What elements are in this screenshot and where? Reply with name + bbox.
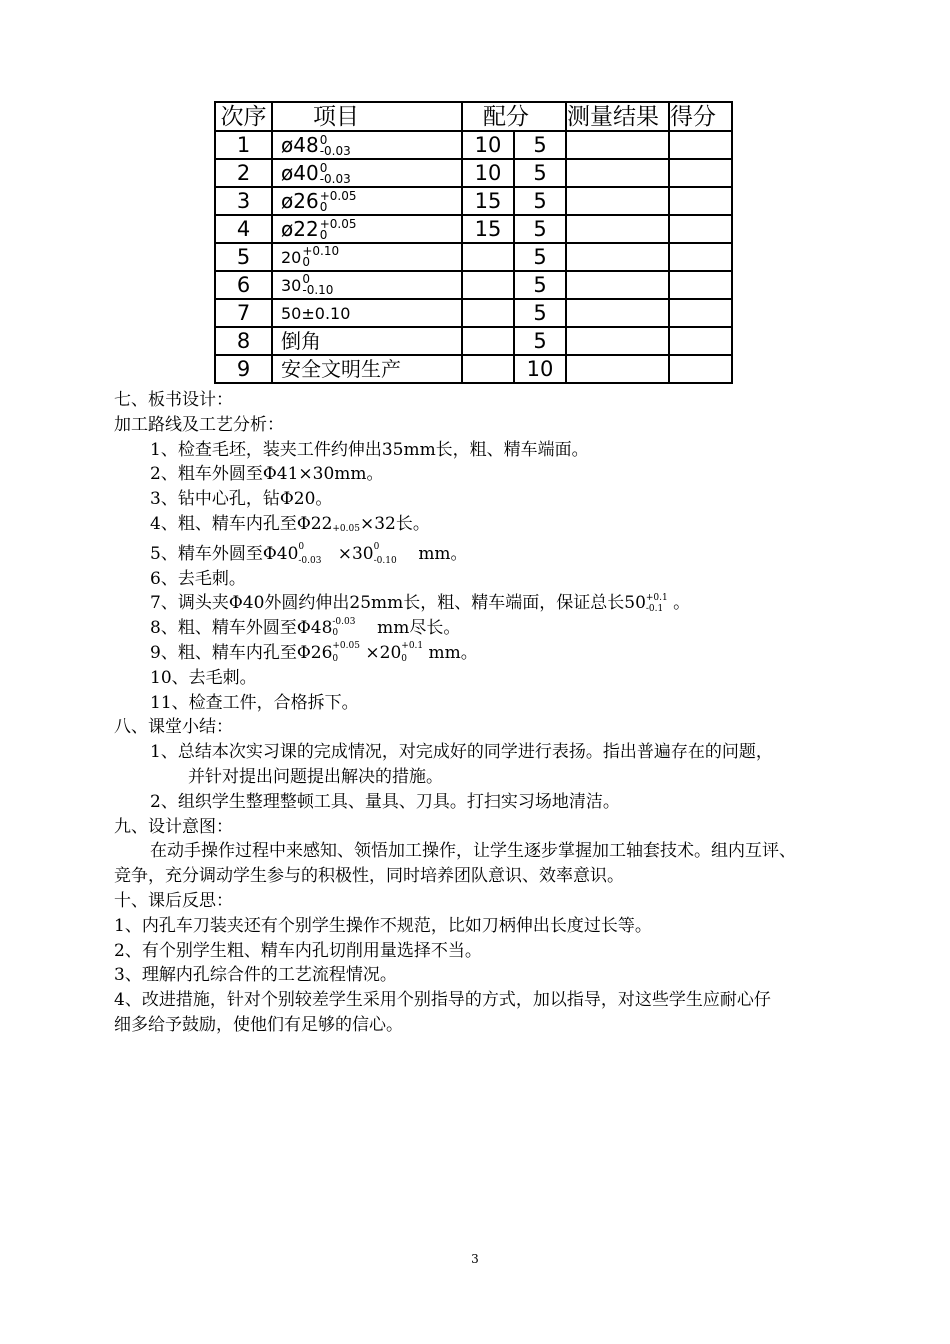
step-5 bbox=[114, 542, 874, 567]
header-points bbox=[462, 102, 566, 131]
table-row bbox=[215, 243, 732, 271]
cell-item bbox=[272, 215, 462, 243]
section-7-title: 七、板书设计： bbox=[114, 390, 233, 410]
cell-no: 2 bbox=[215, 159, 272, 187]
step-9-text: 9、粗、精车内孔至Φ26 bbox=[150, 642, 333, 663]
cell-no: 3 bbox=[215, 187, 272, 215]
header-points-label: 配分 bbox=[483, 103, 529, 130]
cell-score bbox=[669, 159, 732, 187]
section-8-item-1: 1、总结本次实习课的完成情况，对完成好的同学进行表扬。指出普遍存在的问题， bbox=[150, 742, 773, 763]
tol-up: +0.1 bbox=[401, 641, 424, 652]
section-8-item-2: 2、组织学生整理整顿工具、量具、刀具。打扫实习场地清洁。 bbox=[150, 791, 620, 812]
tolerance bbox=[302, 246, 339, 268]
cell-points-b: 5 bbox=[514, 243, 566, 271]
step-9 bbox=[114, 641, 874, 666]
section-10-item-4: 4、改进措施，针对个别较差学生采用个别指导的方式，加以指导，对这些学生应耐心仔 bbox=[114, 990, 771, 1011]
step-9-tol-1 bbox=[332, 642, 360, 664]
cell-points-b: 5 bbox=[514, 327, 566, 355]
cell-result bbox=[566, 327, 669, 355]
cell-points-b: 5 bbox=[514, 271, 566, 299]
tolerance-lower: -0.03 bbox=[319, 144, 351, 158]
step-2: 2、粗车外圆至Φ41×30mm。 bbox=[150, 464, 384, 485]
tol-up: +0.05 bbox=[332, 641, 360, 652]
tolerance-upper: 0 bbox=[302, 272, 310, 286]
cell-no: 1 bbox=[215, 131, 272, 159]
table-row bbox=[215, 159, 732, 187]
cell-points-a bbox=[462, 355, 514, 383]
cell-item bbox=[272, 355, 462, 383]
cell-points-b: 5 bbox=[514, 299, 566, 327]
item-value: 20 bbox=[281, 248, 302, 267]
cell-points-a: 15 bbox=[462, 215, 514, 243]
cell-result bbox=[566, 131, 669, 159]
cell-item bbox=[272, 187, 462, 215]
section-10-item-3: 3、理解内孔综合件的工艺流程情况。 bbox=[114, 965, 397, 986]
section-9-para: 在动手操作过程中来感知、领悟加工操作，让学生逐步掌握加工轴套技术。组内互评、 bbox=[150, 841, 796, 862]
cell-no: 5 bbox=[215, 243, 272, 271]
cell-score bbox=[669, 327, 732, 355]
cell-no: 9 bbox=[215, 355, 272, 383]
cell-score bbox=[669, 271, 732, 299]
step-8 bbox=[114, 616, 874, 641]
scoring-table bbox=[214, 101, 733, 384]
section-9-para-cont: 竞争，充分调动学生参与的积极性，同时培养团队意识、效率意识。 bbox=[114, 866, 624, 887]
item-value: ø26 bbox=[281, 189, 319, 213]
tolerance-upper: +0.10 bbox=[302, 244, 340, 258]
header-result: 测量结果 bbox=[566, 102, 669, 131]
table-header-row bbox=[215, 102, 732, 131]
tol-up: +0.1 bbox=[645, 592, 668, 603]
cell-result bbox=[566, 271, 669, 299]
step-5-text-c: mm。 bbox=[418, 543, 468, 564]
table-row bbox=[215, 355, 732, 383]
tolerance bbox=[320, 219, 357, 241]
step-4-tol: +0.05 bbox=[332, 523, 360, 534]
step-3: 3、钻中心孔，钻Φ20。 bbox=[150, 489, 333, 510]
cell-points-b: 5 bbox=[514, 187, 566, 215]
tol-low: -0.03 bbox=[332, 616, 356, 627]
cell-score bbox=[669, 299, 732, 327]
section-10-item-2: 2、有个别学生粗、精车内孔切削用量选择不当。 bbox=[114, 940, 482, 961]
section-10-item-1: 1、内孔车刀装夹还有个别学生操作不规范，比如刀柄伸出长度过长等。 bbox=[114, 915, 652, 936]
tol-low: -0.10 bbox=[373, 555, 397, 566]
cell-no: 8 bbox=[215, 327, 272, 355]
cell-result bbox=[566, 355, 669, 383]
section-10-title: 十、课后反思： bbox=[114, 890, 233, 911]
cell-points-a: 15 bbox=[462, 187, 514, 215]
header-item bbox=[272, 102, 462, 131]
step-5-text: 5、精车外圆至Φ40 bbox=[150, 543, 299, 564]
step-11: 11、检查工件，合格拆下。 bbox=[150, 692, 359, 713]
cell-points-a bbox=[462, 299, 514, 327]
cell-score bbox=[669, 243, 732, 271]
tol-low: -0.1 bbox=[645, 603, 664, 614]
item-value: 30 bbox=[281, 276, 302, 295]
item-value: ø48 bbox=[281, 133, 319, 157]
step-6: 6、去毛刺。 bbox=[150, 568, 246, 589]
tolerance bbox=[320, 191, 357, 213]
tol-low: -0.03 bbox=[298, 555, 322, 566]
table-row bbox=[215, 131, 732, 159]
cell-score bbox=[669, 187, 732, 215]
cell-score bbox=[669, 215, 732, 243]
step-7 bbox=[114, 591, 874, 616]
lesson-text bbox=[114, 388, 874, 1038]
cell-points-a bbox=[462, 327, 514, 355]
cell-result bbox=[566, 215, 669, 243]
section-8-title: 八、课堂小结： bbox=[114, 717, 233, 738]
cell-item bbox=[272, 271, 462, 299]
table-row bbox=[215, 215, 732, 243]
header-no: 次序 bbox=[215, 102, 272, 131]
tol-low: 0 bbox=[401, 654, 408, 665]
cell-item bbox=[272, 327, 462, 355]
item-value: 安全文明生产 bbox=[281, 357, 401, 381]
step-7-text: 7、调头夹Φ40外圆约伸出25mm长，粗、精车端面，保证总长50 bbox=[150, 593, 646, 614]
cell-result bbox=[566, 159, 669, 187]
table-row bbox=[215, 327, 732, 355]
cell-no: 7 bbox=[215, 299, 272, 327]
tolerance-lower: -0.03 bbox=[319, 172, 351, 186]
table-row bbox=[215, 187, 732, 215]
section-8-item-1-cont: 并针对提出问题提出解决的措施。 bbox=[188, 766, 443, 787]
cell-points-a bbox=[462, 271, 514, 299]
cell-points-b: 5 bbox=[514, 215, 566, 243]
step-8-text-b: mm尽长。 bbox=[377, 618, 461, 639]
cell-points-b: 5 bbox=[514, 131, 566, 159]
tolerance-upper: +0.05 bbox=[319, 217, 357, 231]
table-body bbox=[215, 131, 732, 383]
cell-points-a bbox=[462, 243, 514, 271]
tol-up: 0 bbox=[298, 541, 305, 552]
cell-no: 6 bbox=[215, 271, 272, 299]
item-value: 50±0.10 bbox=[281, 304, 351, 323]
cell-item bbox=[272, 243, 462, 271]
cell-item bbox=[272, 131, 462, 159]
cell-item bbox=[272, 159, 462, 187]
tolerance-lower: -0.10 bbox=[302, 283, 334, 297]
step-7-tol bbox=[646, 594, 668, 614]
step-7-text-b: 。 bbox=[673, 593, 691, 614]
step-4 bbox=[114, 512, 874, 542]
step-4-text-b: ×32长。 bbox=[359, 513, 430, 534]
table-row bbox=[215, 299, 732, 327]
section-7-subtitle: 加工路线及工艺分析： bbox=[114, 414, 284, 435]
step-4-text: 4、粗、精车内孔至Φ22 bbox=[150, 513, 333, 534]
step-5-tol-1 bbox=[298, 543, 321, 566]
cell-result bbox=[566, 187, 669, 215]
tolerance-upper: 0 bbox=[319, 161, 328, 175]
cell-item bbox=[272, 299, 462, 327]
cell-score bbox=[669, 355, 732, 383]
cell-score bbox=[669, 131, 732, 159]
step-9-tol-2 bbox=[401, 642, 423, 664]
step-8-text: 8、粗、精车外圆至Φ48 bbox=[150, 618, 333, 639]
step-10: 10、去毛刺。 bbox=[150, 667, 257, 688]
cell-points-a: 10 bbox=[462, 131, 514, 159]
tolerance-lower: 0 bbox=[319, 228, 328, 242]
step-9-text-c: mm。 bbox=[428, 642, 478, 663]
step-9-text-b: ×20 bbox=[365, 642, 402, 663]
cell-points-a: 10 bbox=[462, 159, 514, 187]
tol-low: 0 bbox=[332, 654, 339, 665]
header-score: 得分 bbox=[669, 102, 732, 131]
step-5-text-b: ×30 bbox=[337, 543, 374, 564]
step-1: 1、检查毛坯，装夹工件约伸出35mm长，粗、精车端面。 bbox=[150, 439, 589, 460]
item-value: ø40 bbox=[281, 161, 319, 185]
step-5-tol-2 bbox=[374, 543, 397, 566]
cell-result bbox=[566, 299, 669, 327]
item-value: 倒角 bbox=[281, 329, 321, 353]
section-10-item-4-cont: 细多给予鼓励，使他们有足够的信心。 bbox=[114, 1014, 403, 1035]
cell-result bbox=[566, 243, 669, 271]
tolerance bbox=[302, 274, 333, 296]
cell-no: 4 bbox=[215, 215, 272, 243]
cell-points-b: 5 bbox=[514, 159, 566, 187]
section-9-title: 九、设计意图： bbox=[114, 816, 233, 837]
tolerance-lower: 0 bbox=[302, 255, 310, 269]
tolerance-lower: 0 bbox=[319, 200, 328, 214]
table-row bbox=[215, 271, 732, 299]
tolerance bbox=[320, 163, 351, 185]
tolerance bbox=[320, 135, 351, 157]
tolerance-upper: 0 bbox=[319, 133, 328, 147]
page-number: 3 bbox=[471, 1252, 479, 1266]
header-item-label: 项目 bbox=[313, 103, 359, 130]
item-value: ø22 bbox=[281, 217, 319, 241]
tol-up: 0 bbox=[332, 627, 339, 638]
cell-points-b: 10 bbox=[514, 355, 566, 383]
tol-up: 0 bbox=[373, 541, 380, 552]
tolerance-upper: +0.05 bbox=[319, 189, 357, 203]
